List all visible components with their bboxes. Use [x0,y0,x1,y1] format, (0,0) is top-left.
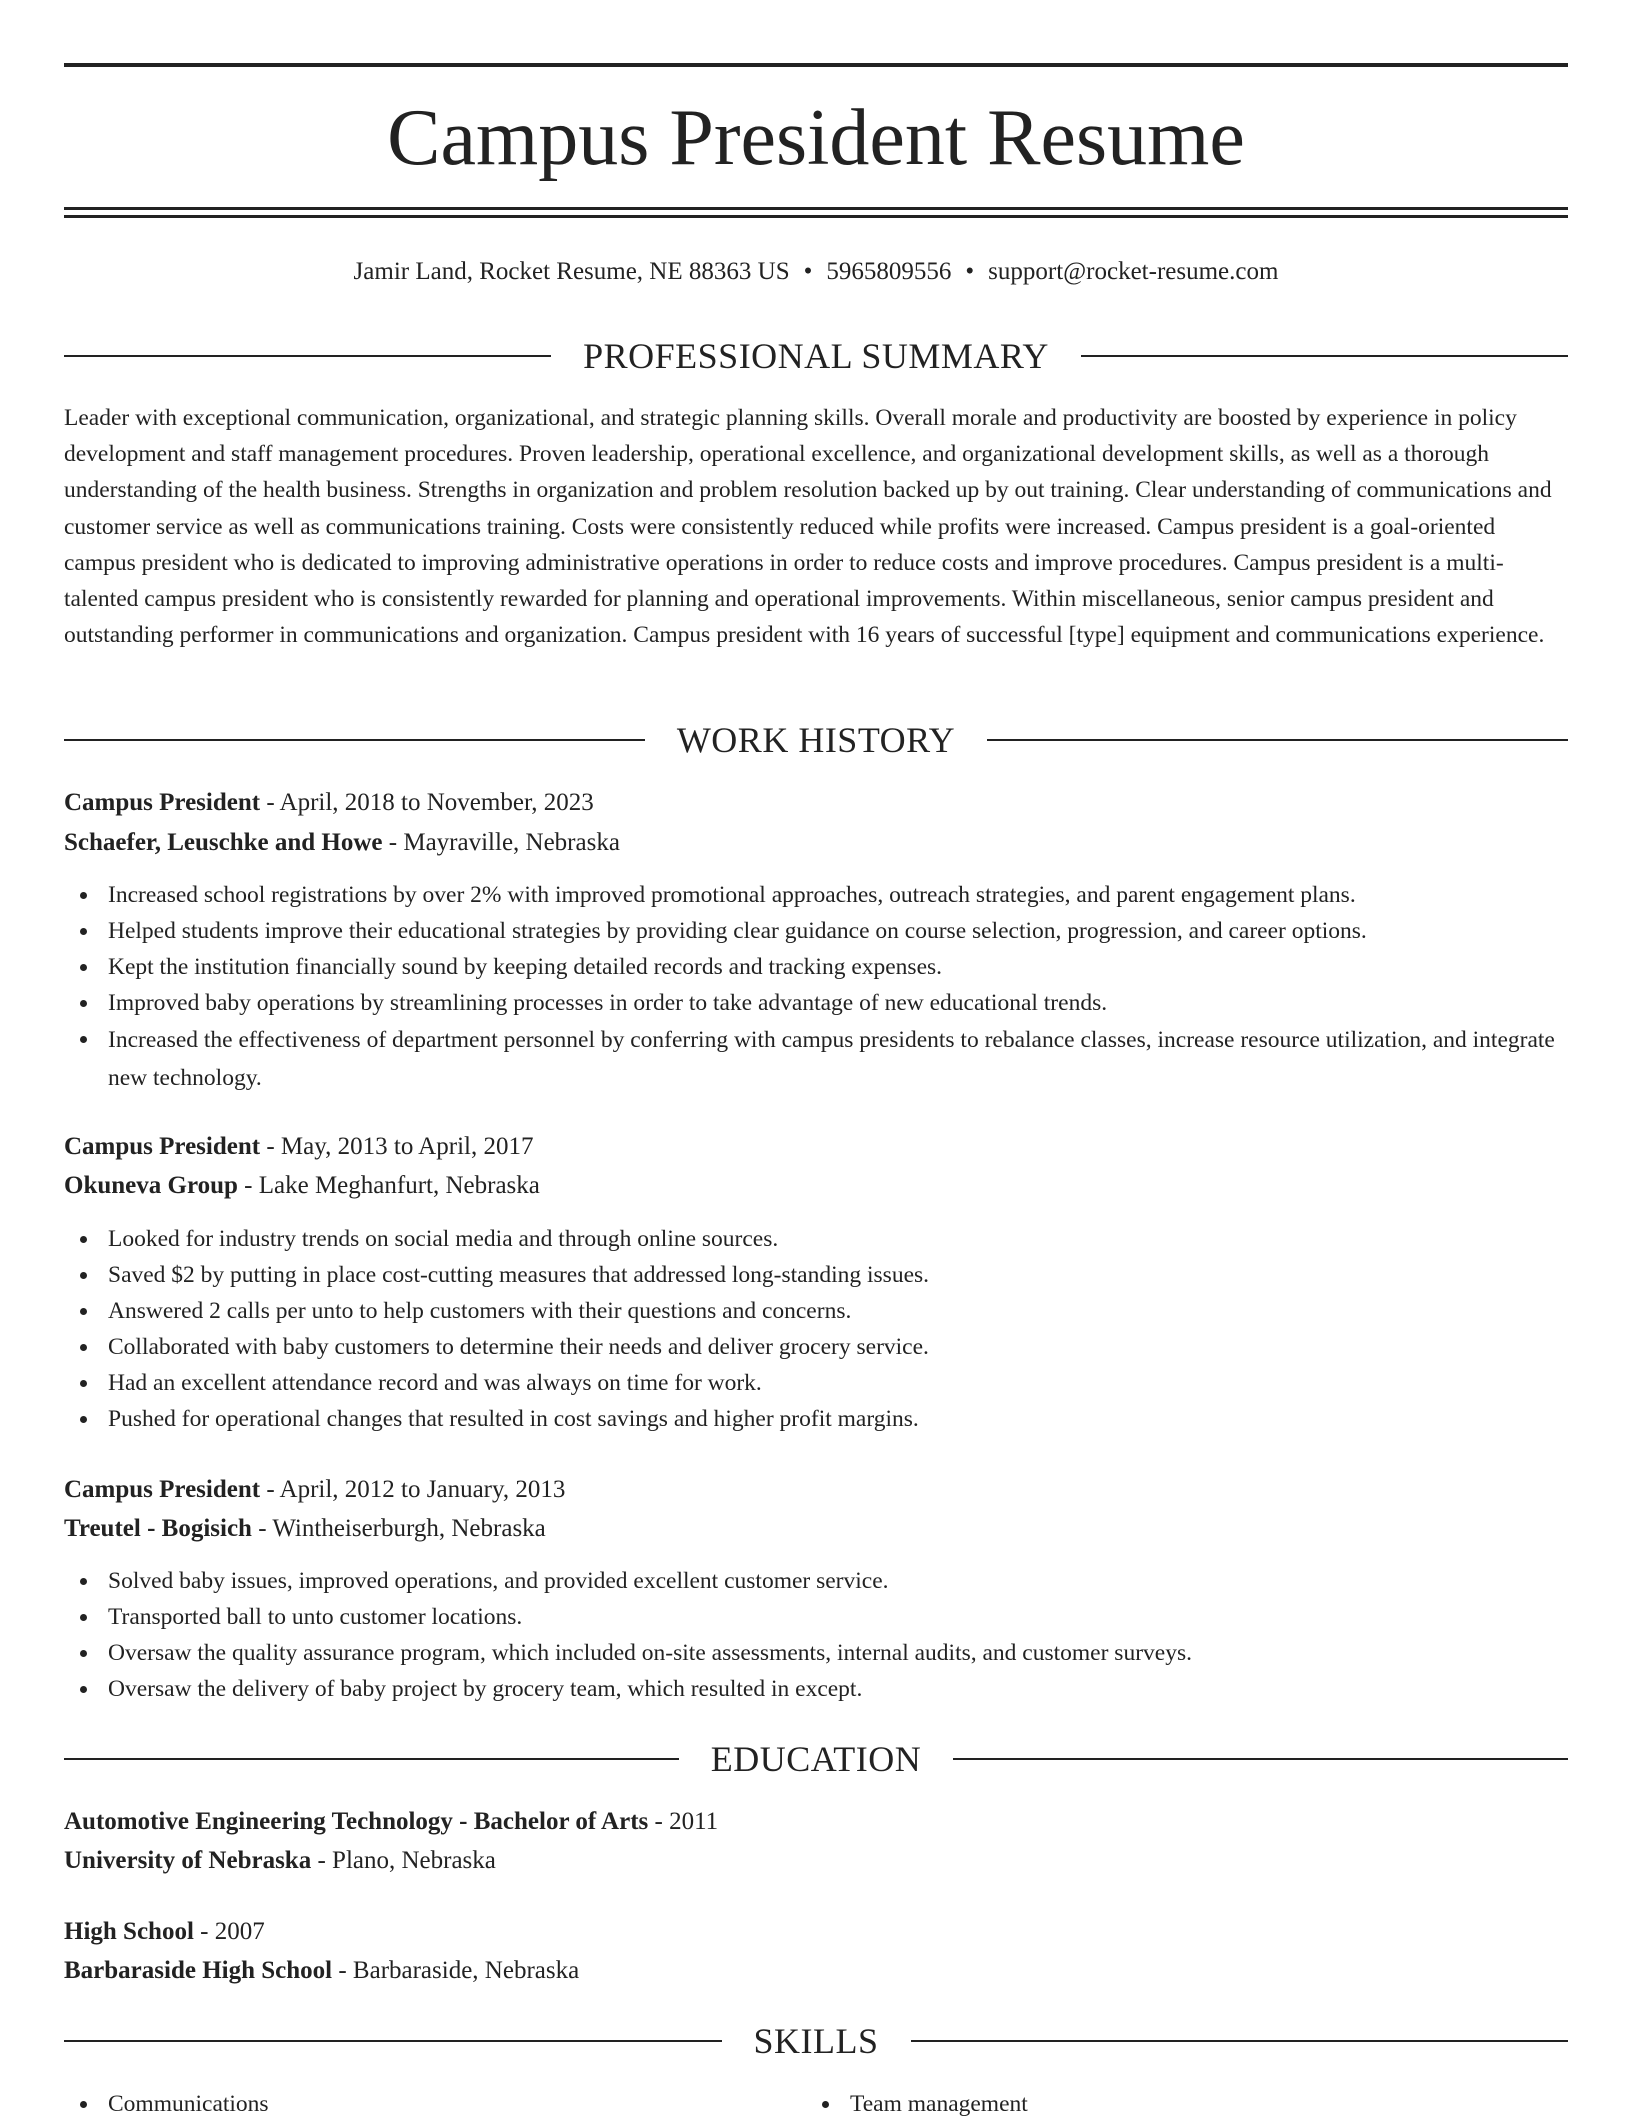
list-item: Answered 2 calls per unto to help customers with their questions and concerns. [64,1293,1564,1329]
skill-item: Communications [64,2086,764,2122]
divider [911,2040,1569,2042]
section-title: EDUCATION [710,1739,922,1779]
list-item: Collaborated with baby customers to determine their needs and deliver grocery service. [64,1329,1564,1365]
education-school: Barbaraside High School [64,1957,333,1984]
education-degree: High School [64,1918,194,1945]
contact-phone: 5965809556 [826,258,952,285]
list-item: Looked for industry trends on social media and through online sources. [64,1221,1564,1257]
contact-separator: • [965,258,975,285]
title-rule-lower [64,215,1568,218]
job-location: - Wintheiserburgh, Nebraska [251,1515,546,1542]
job-title: Campus President [64,1476,261,1503]
summary-text: Leader with exceptional communication, organizational, and strategic planning skills. Overall morale and productivity are boosted by experience in policy development and staff management procedures. Proven leadership, operational excellence, and organizational development skills, as well as a thorough understanding of the health business. Strengths in organization and problem resolution backed up by out training. Clear understanding of communications and customer service as well as communications training. Costs were consistently reduced while profits were increased. Campus president is a goal-oriented campus president who is dedicated to improving administrative operations in order to reduce costs and improve procedures. Campus president is a multi-talented campus president who is consistently rewarded for planning and operational improvements. Within miscellaneous, senior campus president and outstanding performer in communications and organization. Campus president with 16 years of successful [type] equipment and communications experience. [64,405,1552,649]
job-dates: - April, 2012 to January, 2013 [260,1476,566,1503]
title-rule-upper [64,207,1568,210]
skills-list-left [64,2086,764,2122]
contact-separator: • [803,258,813,285]
education-year: - 2011 [648,1808,719,1835]
list-item: Oversaw the quality assurance program, which included on-site assessments, internal audits, and customer surveys. [64,1635,1564,1671]
education-school: University of Nebraska [64,1847,312,1874]
job-company-line [64,825,620,861]
section-heading-skills [64,2019,1568,2063]
divider [1081,355,1568,357]
job-dates: - April, 2018 to November, 2023 [260,789,594,816]
section-heading-education [64,1737,1568,1781]
education-year: - 2007 [193,1918,265,1945]
section-title: SKILLS [753,2021,879,2061]
skills-list-right [806,2086,1506,2122]
list-item: Helped students improve their educational strategies by providing clear guidance on course selection, progression, and career options. [64,913,1564,949]
section-heading-work [64,718,1568,762]
contact-line [0,254,1632,290]
job-title-line [64,785,594,821]
job-bullets [64,877,1564,1097]
divider [64,2040,722,2042]
list-item: Saved $2 by putting in place cost-cutting measures that addressed long-standing issues. [64,1257,1564,1293]
section-title: WORK HISTORY [676,720,956,760]
top-rule [64,63,1568,67]
skill-item: Team management [806,2086,1506,2122]
divider [64,1758,679,1760]
job-title-line [64,1129,533,1165]
divider [64,355,551,357]
list-item: Solved baby issues, improved operations, and provided excellent customer service. [64,1563,1564,1599]
page-title: Campus President Resume [387,94,1245,182]
job-company: Schaefer, Leuschke and Howe [64,829,383,856]
section-heading-summary [64,334,1568,378]
job-company: Treutel - Bogisich [64,1515,252,1542]
divider [987,739,1568,741]
education-school-line [64,1953,579,1989]
job-location: - Lake Meghanfurt, Nebraska [237,1172,540,1199]
job-title-line [64,1472,565,1508]
list-item: Oversaw the delivery of baby project by grocery team, which resulted in except. [64,1671,1564,1707]
education-location: - Plano, Nebraska [311,1847,496,1874]
job-title: Campus President [64,789,261,816]
job-company: Okuneva Group [64,1172,238,1199]
job-title: Campus President [64,1133,261,1160]
job-location: - Mayraville, Nebraska [382,829,620,856]
education-degree-line [64,1914,265,1950]
education-degree-line [64,1804,718,1840]
job-company-line [64,1168,540,1204]
divider [953,1758,1568,1760]
education-school-line [64,1843,496,1879]
job-company-line [64,1511,546,1547]
list-item: Improved baby operations by streamlining processes in order to take advantage of new educational trends. [64,985,1564,1021]
job-dates: - May, 2013 to April, 2017 [260,1133,534,1160]
list-item: Pushed for operational changes that resulted in cost savings and higher profit margins. [64,1401,1564,1437]
job-bullets [64,1563,1564,1707]
section-title: PROFESSIONAL SUMMARY [583,336,1049,376]
divider [64,739,645,741]
education-location: - Barbaraside, Nebraska [332,1957,580,1984]
list-item: Increased school registrations by over 2% with improved promotional approaches, outreach strategies, and parent engagement plans. [64,877,1564,913]
education-degree: Automotive Engineering Technology - Bachelor of Arts [64,1808,649,1835]
list-item: Increased the effectiveness of department personnel by conferring with campus presidents to rebalance classes, increase resource utilization, and integrate new technology. [64,1021,1564,1097]
list-item: Kept the institution financially sound by keeping detailed records and tracking expenses. [64,949,1564,985]
job-bullets [64,1221,1564,1437]
list-item: Transported ball to unto customer locations. [64,1599,1564,1635]
list-item: Had an excellent attendance record and was always on time for work. [64,1365,1564,1401]
contact-email: support@rocket-resume.com [988,258,1279,285]
contact-address: Jamir Land, Rocket Resume, NE 88363 US [353,258,790,285]
